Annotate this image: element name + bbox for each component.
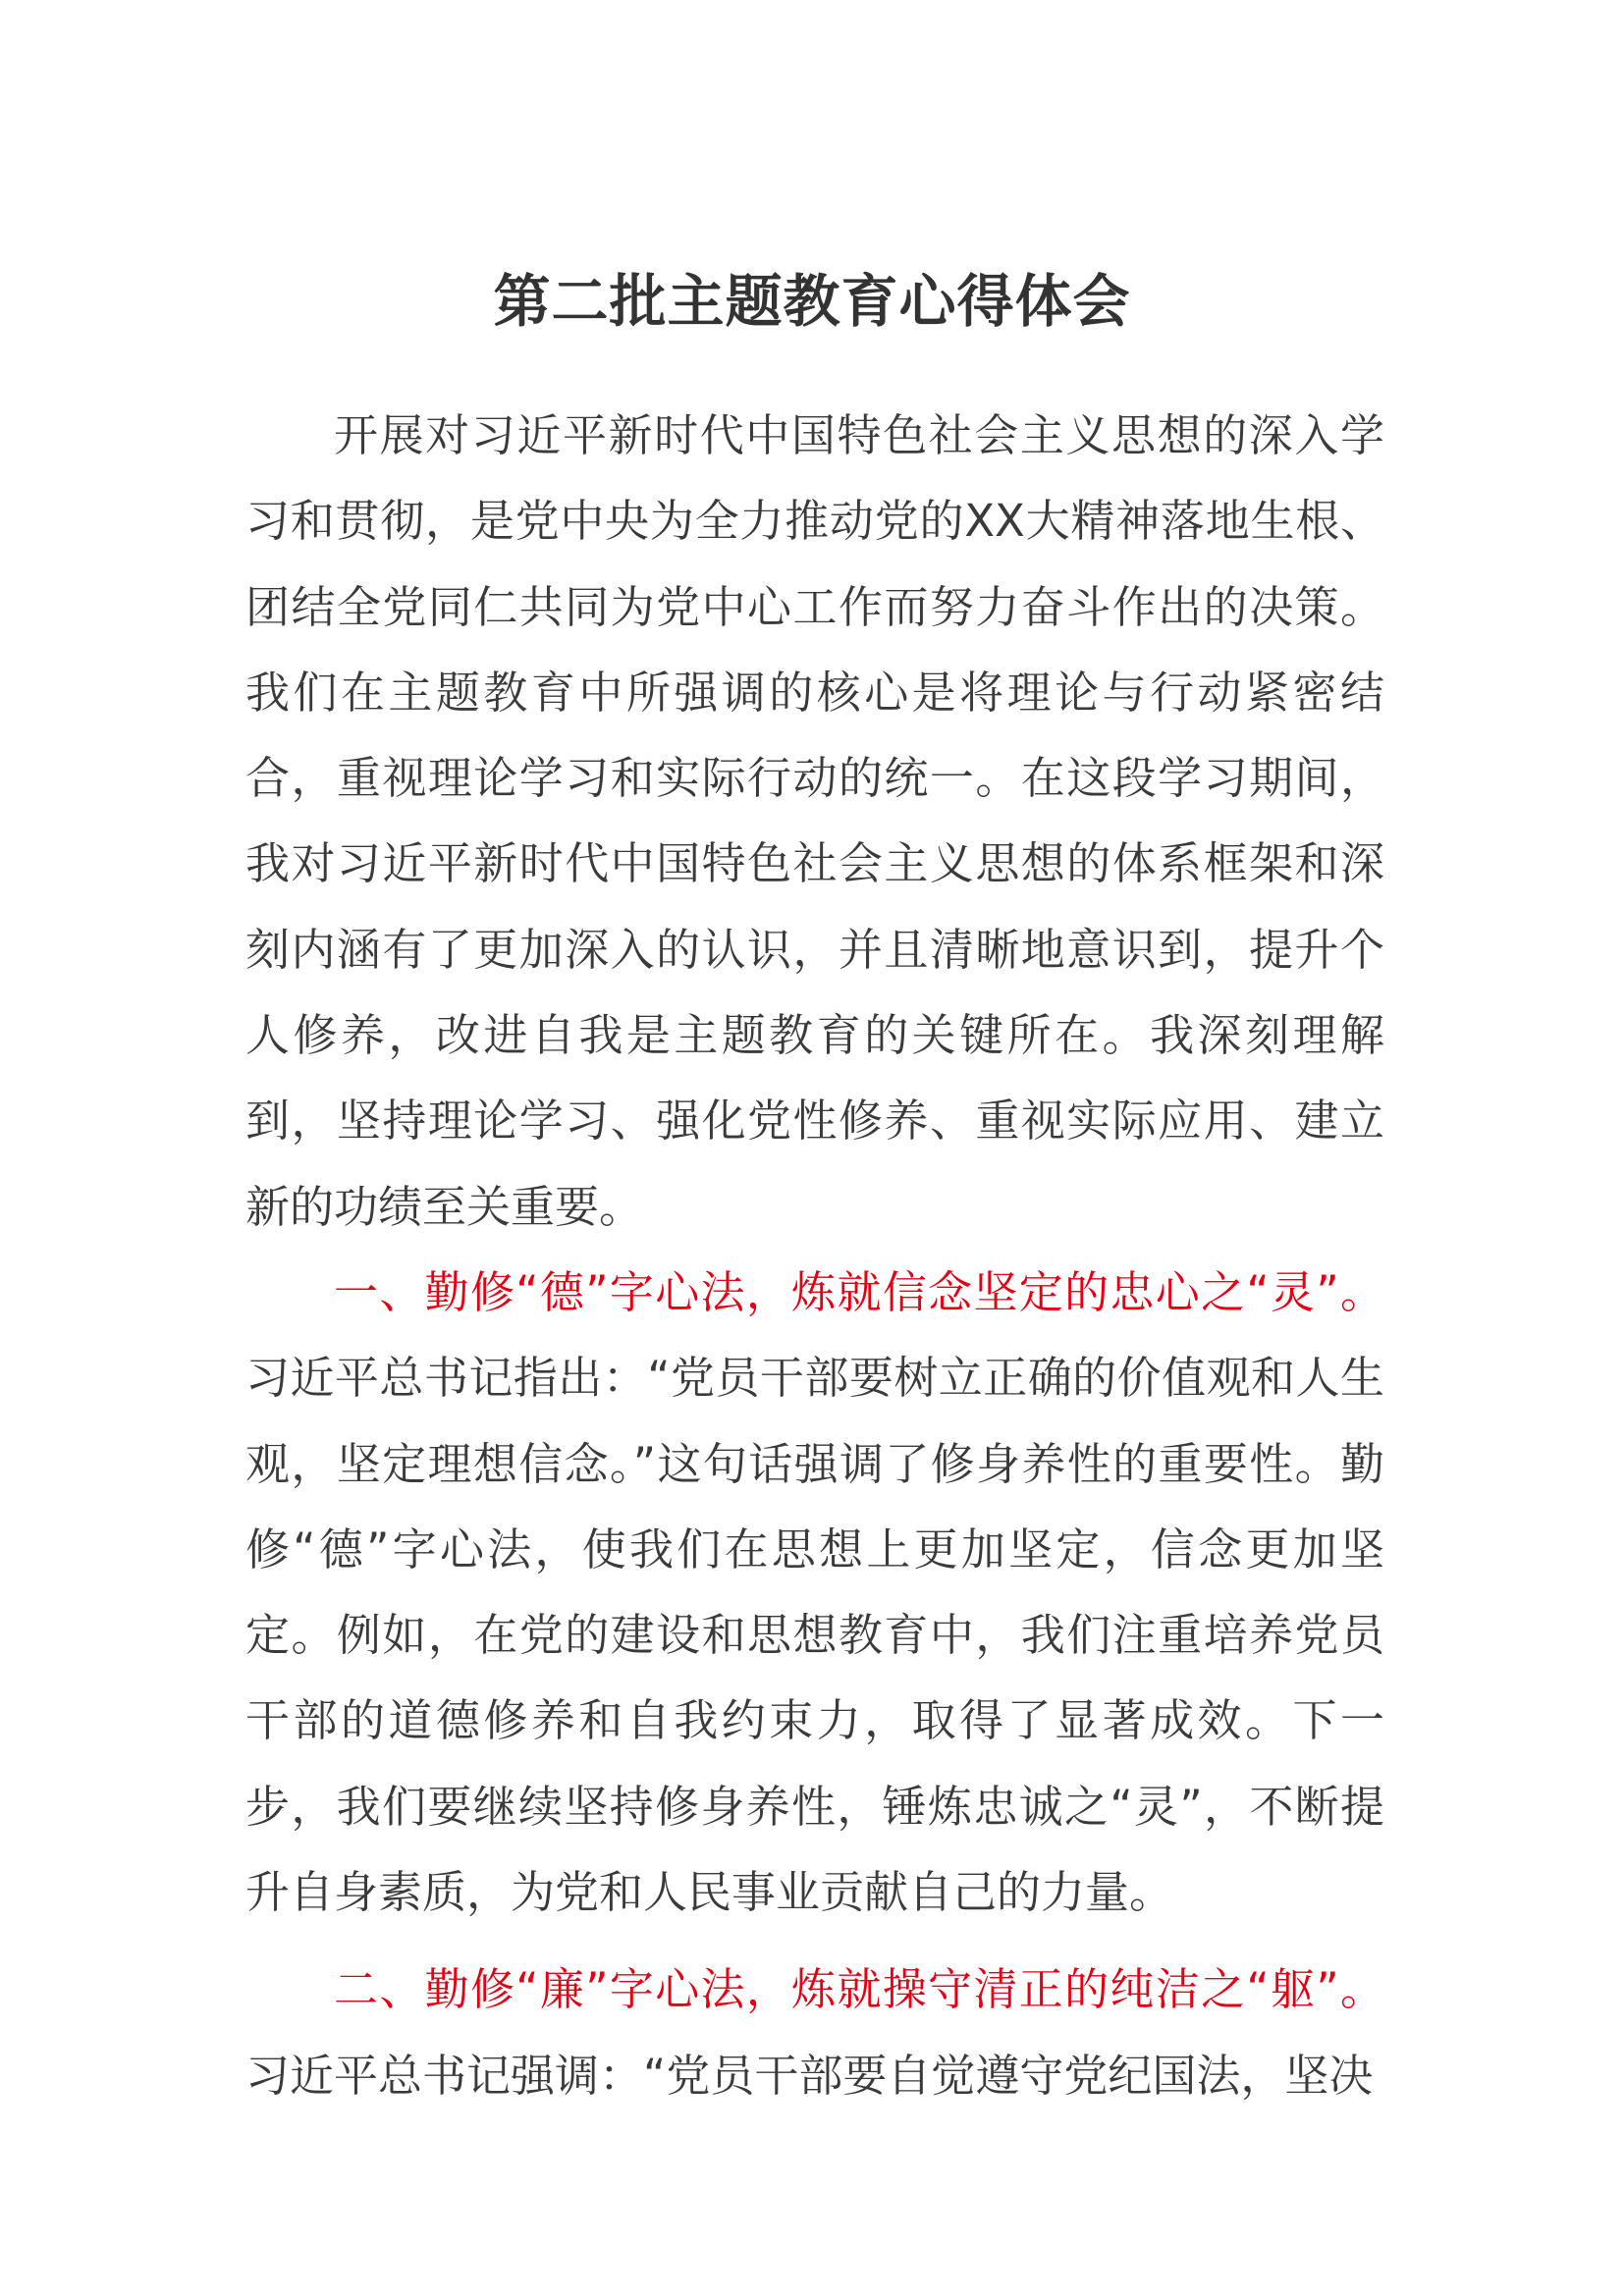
section-1-text: 习近平总书记指出：“党员干部要树立正确的价值观和人生观，坚定理想信念。”这句话强调了修身养性的重要性。勤修“德”字心法，使我们在思想上更加坚定，信念更加坚定。例如，在党的建设和思想教育中，我们注重培养党员干部的道德修养和自我约束力，取得了显著成效。下一步，我们要继续坚持修身养性，锤炼忠诚之“灵”，不断提升自身素质，为党和人民事业贡献自己的力量。 — [245, 1352, 1384, 1919]
document-title: 第二批主题教育心得体会 — [493, 268, 1131, 335]
paragraph-section-1 — [245, 1250, 1384, 1935]
paragraph-intro — [245, 393, 1384, 1250]
paragraph-section-2 — [245, 1947, 1384, 2118]
section-2-heading: 二、勤修“廉”字心法，炼就操守清正的纯洁之“躯”。 — [334, 1963, 1384, 2016]
section-1-heading: 一、勤修“德”字心法，炼就信念坚定的忠心之“灵”。 — [334, 1265, 1384, 1318]
paragraph-spacer — [245, 1935, 1384, 1947]
section-2-text: 习近平总书记强调：“党员干部要自觉遵守党纪国法，坚决 — [245, 2049, 1374, 2102]
paragraph-intro-text: 开展对习近平新时代中国特色社会主义思想的深入学习和贯彻，是党中央为全力推动党的XX大精神落地生根、团结全党同仁共同为党中心工作而努力奋斗作出的决策。我们在主题教育中所强调的核心是将理论与行动紧密结合，重视理论学习和实际行动的统一。在这段学习期间，我对习近平新时代中国特色社会主义思想的体系框架和深刻内涵有了更加深入的认识，并且清晰地意识到，提升个人修养，改进自我是主题教育的关键所在。我深刻理解到，坚持理论学习、强化党性修养、重视实际应用、建立新的功绩至关重要。 — [245, 409, 1384, 1233]
document-body — [245, 393, 1384, 2118]
